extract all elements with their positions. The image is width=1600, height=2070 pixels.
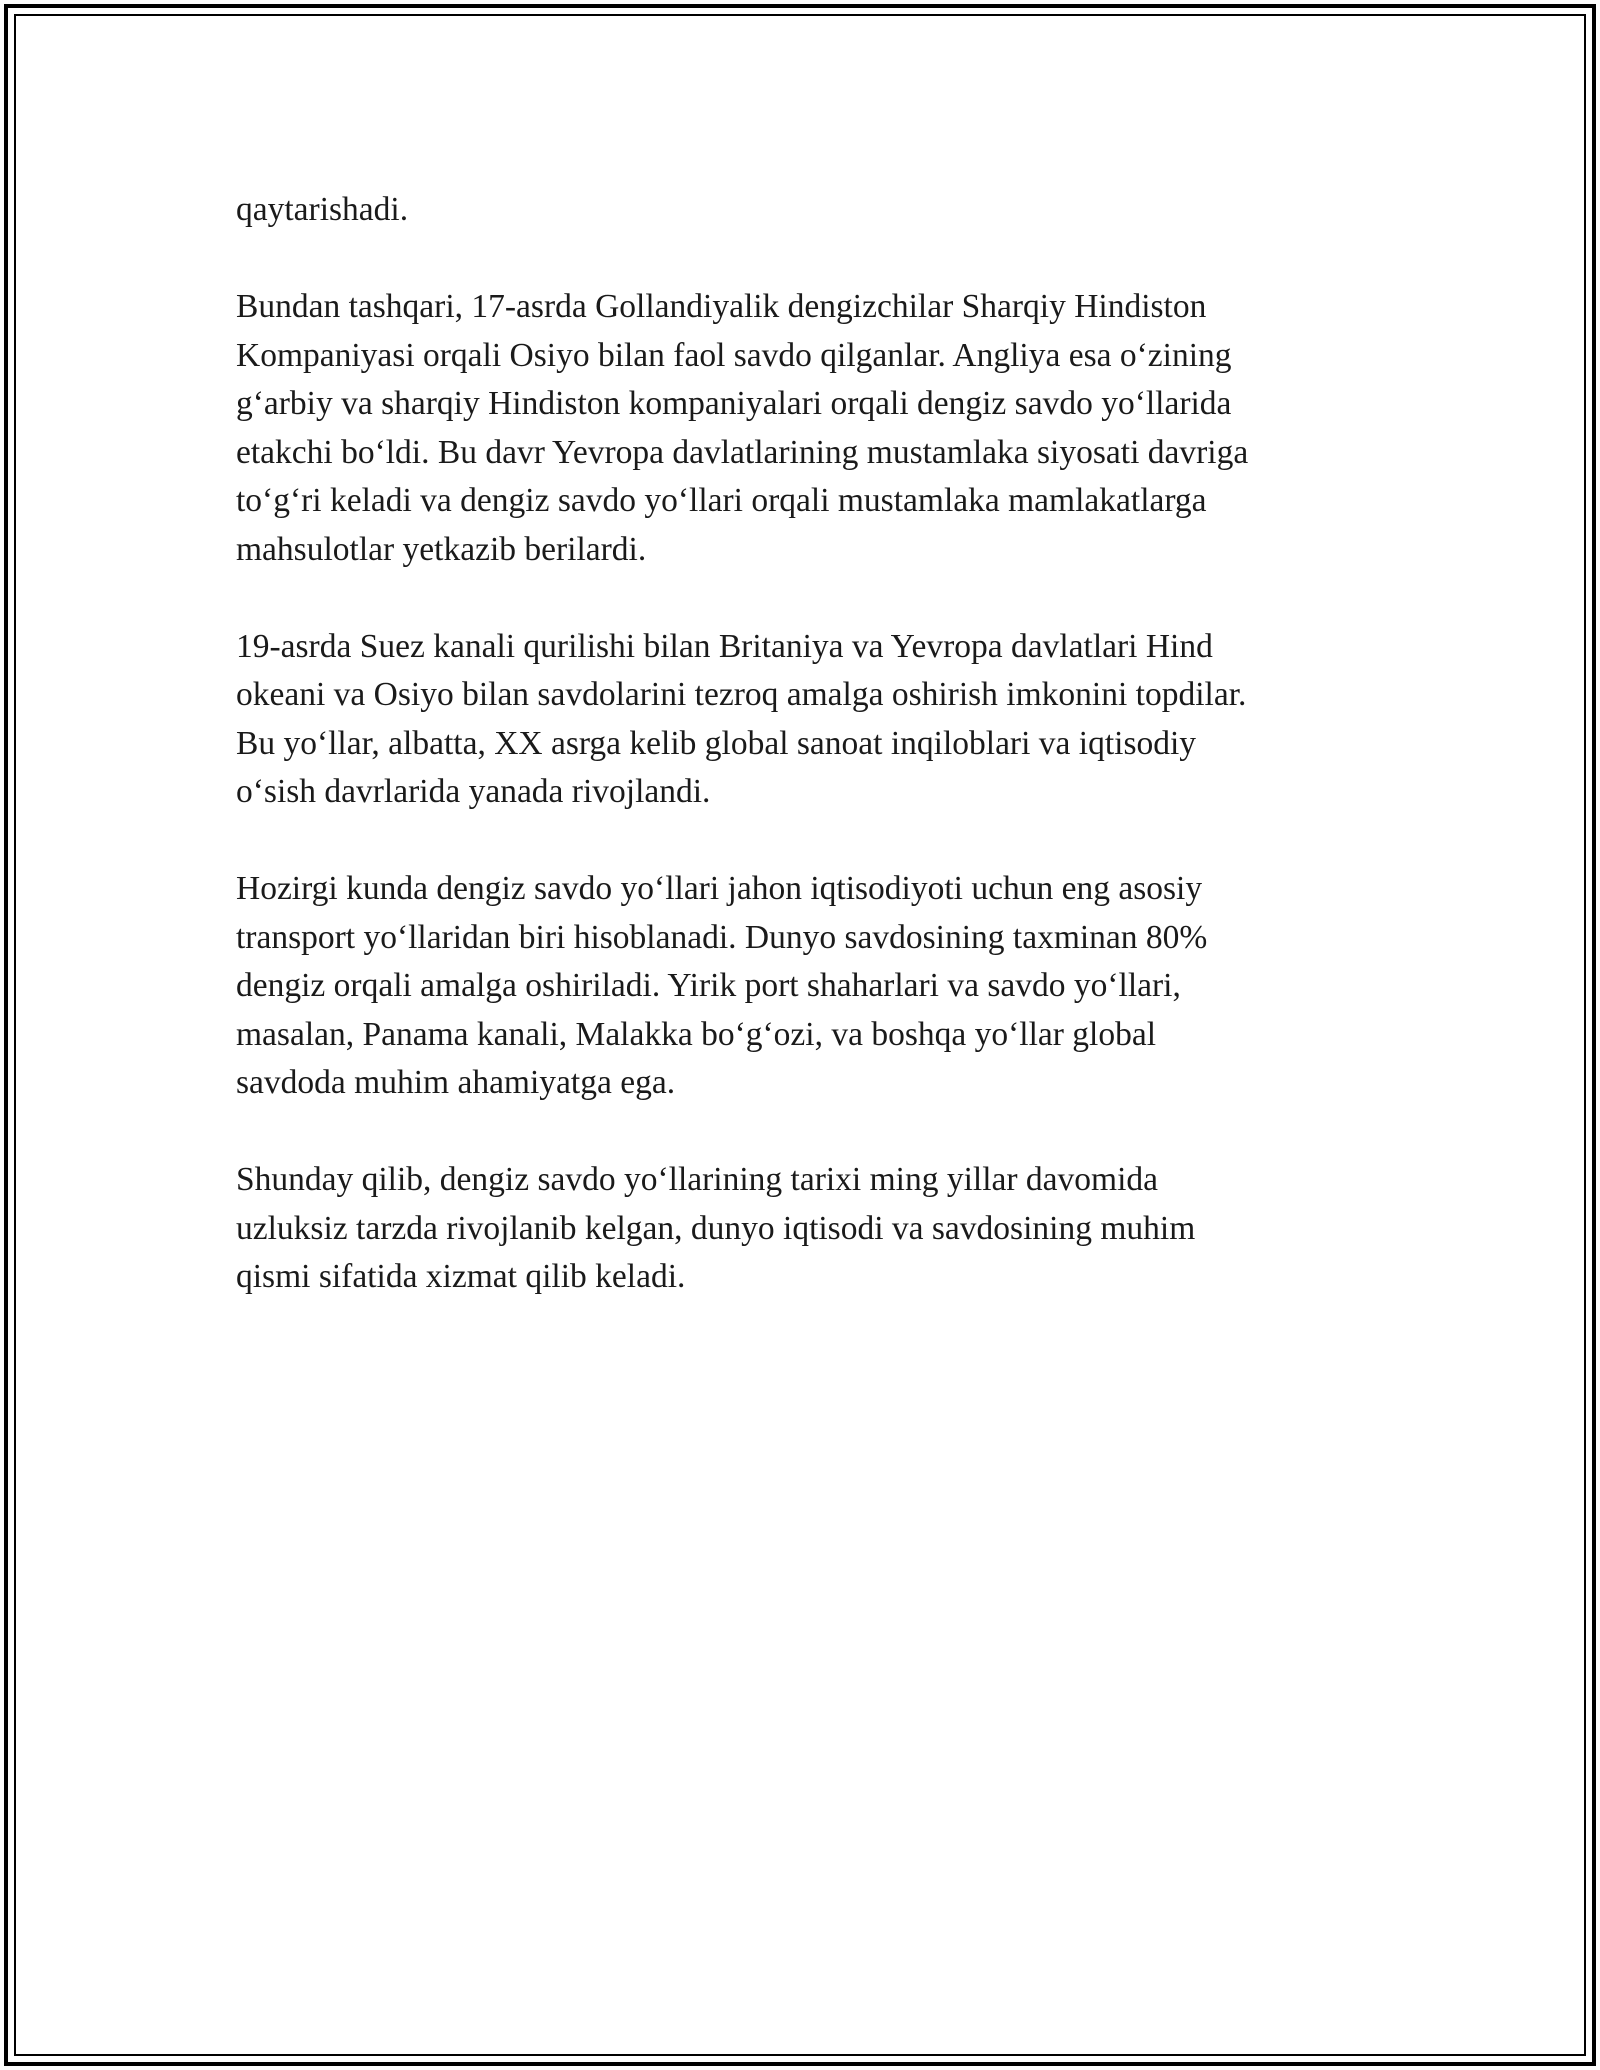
- paragraph-continuation: [236, 186, 1386, 235]
- text-line: 19-asrda Suez kanali qurilishi bilan Britaniya va Yevropa davlatlari Hind: [236, 627, 1213, 665]
- paragraph-dutch-english-trade: [236, 283, 1386, 574]
- text-line: Hozirgi kunda dengiz savdo yo‘llari jahon iqtisodiyoti uchun eng asosiy: [236, 870, 1203, 907]
- paragraph-suez-canal: [236, 623, 1386, 817]
- text-line: o‘sish davrlarida yanada rivojlandi.: [236, 773, 711, 810]
- text-line: masalan, Panama kanali, Malakka bo‘g‘ozi, va boshqa yo‘llar global: [236, 1015, 1157, 1053]
- text-line: mahsulotlar yetkazib berilardi.: [236, 530, 647, 568]
- text-line: uzluksiz tarzda rivojlanib kelgan, dunyo iqtisodi va savdosining muhim: [236, 1209, 1196, 1247]
- text-line: Bu yo‘llar, albatta, XX asrga kelib global sanoat inqiloblari va iqtisodiy: [236, 724, 1197, 762]
- text-line: to‘g‘ri keladi va dengiz savdo yo‘llari orqali mustamlaka mamlakatlarga: [236, 482, 1207, 519]
- text-line: transport yo‘llaridan biri hisoblanadi. Dunyo savdosining taxminan 80%: [236, 918, 1208, 956]
- text-line: Shunday qilib, dengiz savdo yo‘llarining tarixi ming yillar davomida: [236, 1161, 1159, 1198]
- text-line: qismi sifatida xizmat qilib keladi.: [236, 1258, 686, 1295]
- text-line: savdoda muhim ahamiyatga ega.: [236, 1064, 676, 1101]
- text-line: okeani va Osiyo bilan savdolarini tezroq amalga oshirish imkonini topdilar.: [236, 676, 1247, 713]
- text-line: Kompaniyasi orqali Osiyo bilan faol savdo qilganlar. Angliya esa o‘zining: [236, 336, 1232, 374]
- text-line: dengiz orqali amalga oshiriladi. Yirik port shaharlari va savdo yo‘llari,: [236, 967, 1181, 1004]
- paragraph-conclusion: [236, 1156, 1386, 1302]
- text-line: g‘arbiy va sharqiy Hindiston kompaniyalari orqali dengiz savdo yo‘llarida: [236, 385, 1232, 422]
- text-line: qaytarishadi.: [236, 191, 409, 228]
- document-body: [236, 186, 1386, 1350]
- text-line: etakchi bo‘ldi. Bu davr Yevropa davlatlarining mustamlaka siyosati davriga: [236, 433, 1249, 471]
- paragraph-modern-trade: [236, 865, 1386, 1108]
- text-line: Bundan tashqari, 17-asrda Gollandiyalik dengizchilar Sharqiy Hindiston: [236, 288, 1207, 325]
